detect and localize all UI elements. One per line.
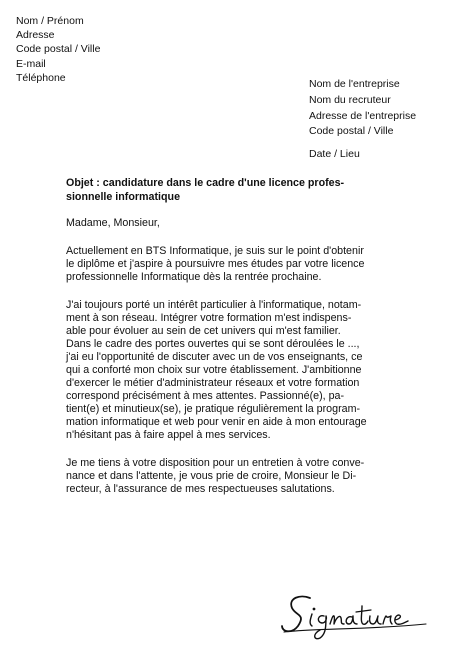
recipient-block — [309, 77, 416, 140]
sender-email: E-mail — [16, 57, 46, 70]
recipient-address: Adresse de l'entreprise — [309, 109, 417, 122]
paragraph-line: correspond précisément à mes attentes. Passionné(e), pa- — [66, 390, 345, 402]
paragraph-line: nance et dans l'attente, je vous prie de croire, Monsieur le Di- — [66, 470, 357, 482]
paragraph-line: Actuellement en BTS Informatique, je suis sur le point d'obtenir — [66, 245, 364, 257]
paragraph-line: tient(e) et minutieux(se), je pratique régulièrement la program- — [66, 403, 361, 415]
paragraph-line: ment à son réseau. Intégrer votre formation m'est indispens- — [66, 312, 352, 324]
signature-image — [276, 588, 436, 643]
paragraph-line: Dans le cadre des portes ouvertes qui se sont déroulées le ..., — [66, 338, 360, 350]
paragraph-line: n'hésitant pas à faire appel à mes services. — [66, 429, 271, 441]
sender-phone: Téléphone — [16, 71, 66, 84]
sender-address: Adresse — [16, 29, 55, 42]
recipient-company: Nom de l'entreprise — [309, 78, 400, 90]
salutation: Madame, Monsieur, — [66, 217, 160, 229]
recipient-recruiter: Nom du recruteur — [309, 93, 391, 106]
paragraph-line: d'exercer le métier d'administrateur réseaux et votre formation — [66, 377, 360, 389]
letter-body — [66, 177, 411, 496]
paragraph-line: mation informatique et web pour venir en aide à mon entourage — [66, 416, 367, 428]
sender-name: Nom / Prénom — [16, 15, 84, 27]
paragraph-line: professionnelle Informatique dès la rentrée prochaine. — [66, 271, 322, 283]
subject-line-1: Objet : candidature dans le cadre d'une licence profes- — [66, 177, 345, 189]
paragraph-line: qui a conforté mon choix sur votre établissement. J'ambitionne — [66, 364, 362, 376]
recipient-postcode-city: Code postal / Ville — [309, 125, 394, 138]
paragraph-line: le diplôme et j'aspire à poursuivre mes études par votre licence — [66, 258, 365, 270]
date-place: Date / Lieu — [309, 148, 360, 160]
paragraph-line: Je me tiens à votre disposition pour un entretien à votre conve- — [66, 457, 365, 469]
paragraph-line: able pour évoluer au sein de cet univers qui m'est familier. — [66, 325, 341, 337]
sender-block — [16, 14, 100, 85]
subject-line — [66, 177, 411, 204]
paragraph-line: recteur, à l'assurance de mes respectueuses salutations. — [66, 483, 335, 495]
sender-postcode-city: Code postal / Ville — [16, 43, 101, 56]
paragraph-3 — [66, 457, 411, 496]
paragraph-line: j'ai eu l'opportunité de discuter avec un de vos enseignants, ce — [66, 351, 363, 363]
paragraph-1 — [66, 245, 411, 284]
paragraph-line: J'ai toujours porté un intérêt particulier à l'informatique, notam- — [66, 299, 362, 311]
subject-line-2: sionnelle informatique — [66, 190, 181, 203]
paragraph-2 — [66, 299, 411, 442]
